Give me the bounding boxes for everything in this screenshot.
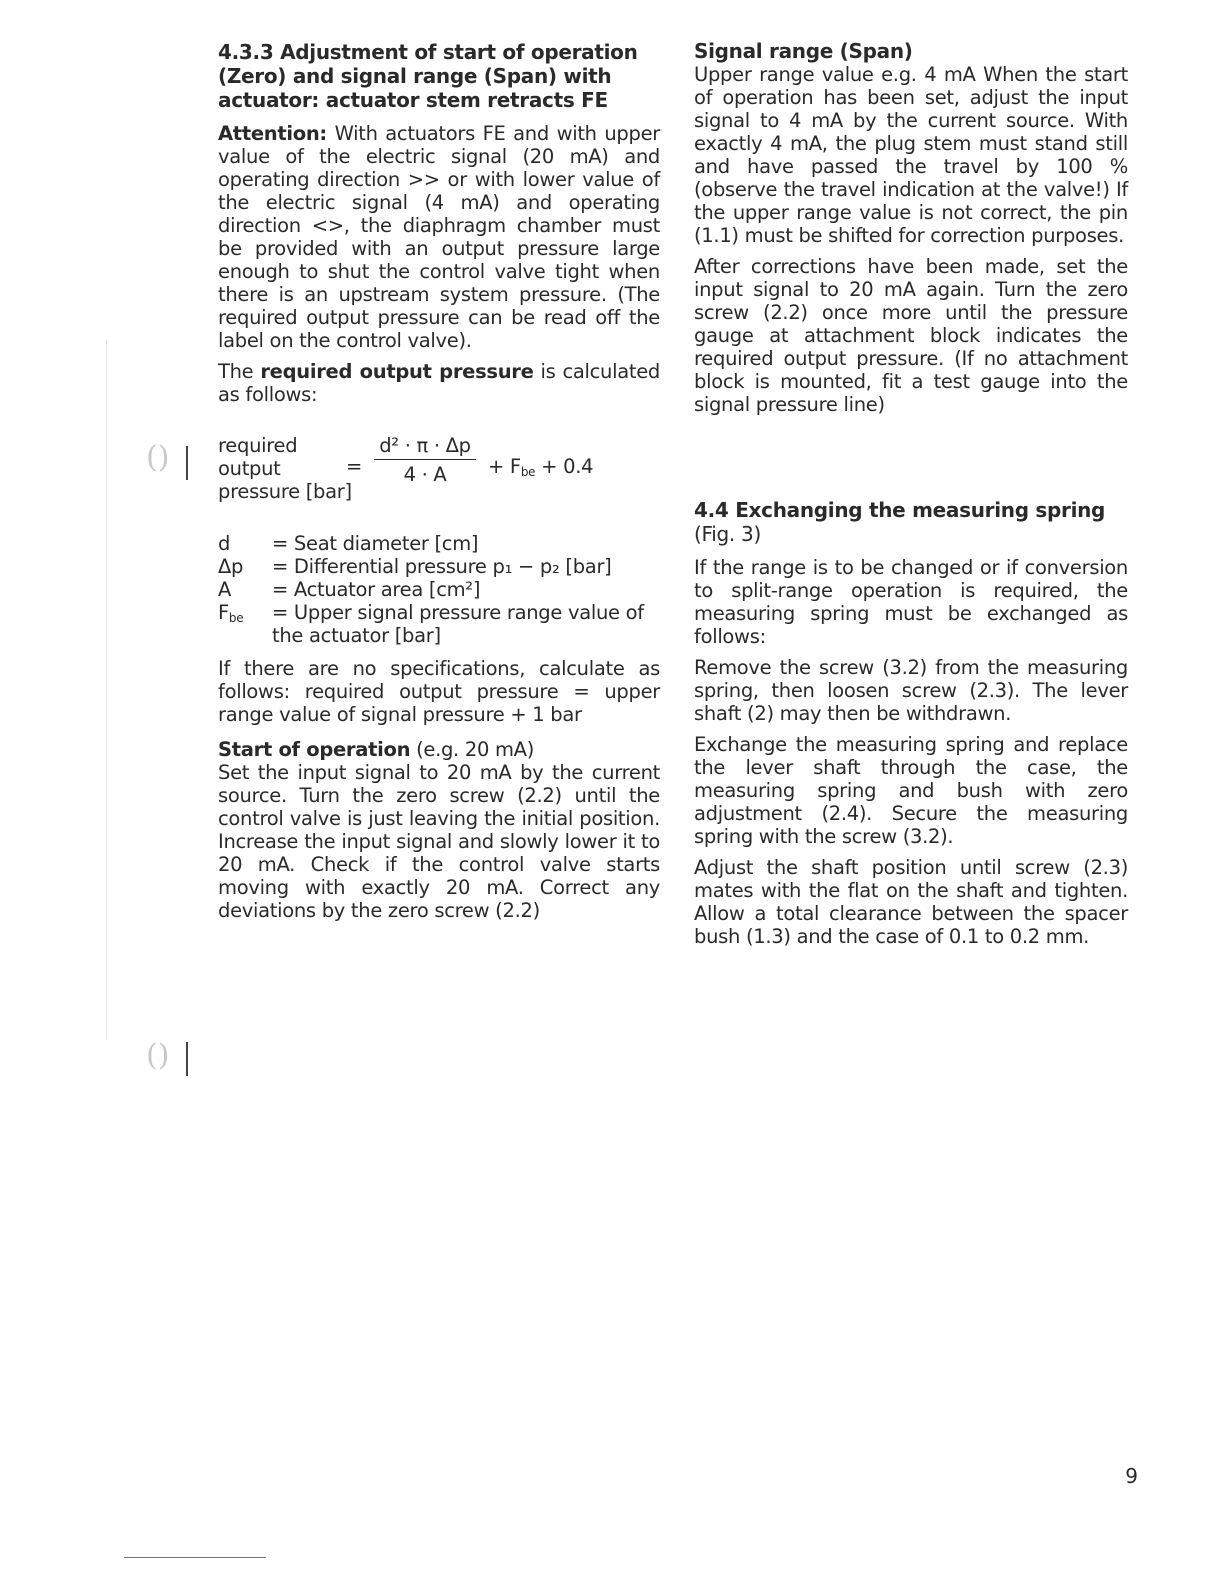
formula-subscript: be (520, 465, 536, 479)
exchange-heading-suffix: (Fig. 3) (694, 522, 761, 546)
formula-numerator: d² · π · Δp (374, 434, 476, 460)
signal-range-text: Upper range value e.g. 4 mA When the start of operation has been set, adjust the input signal to 4 mA by the current source. With exactly 4 mA, the plug stem must stand still and have passed the travel by 100 % (observe the travel indication at the valve!) If the upper range value is not correct, the pin (1.1) must be shifted for correction purposes. (694, 63, 1128, 247)
exchange-paragraph-4: Adjust the shaft position until screw (2.3) mates with the flat on the shaft and tighten. Allow a total clearance between the spacer bush (1.3) and the case of 0.1 to 0.2 mm. (694, 856, 1128, 948)
exchange-paragraph-1: If the range is to be changed or if conversion to split-range operation is required, the measuring spring must be exchanged as follows: (694, 556, 1128, 648)
variable-definitions (218, 532, 660, 647)
formula-lhs (218, 434, 352, 503)
calc-intro (218, 360, 660, 406)
exchange-heading: 4.4 Exchanging the measuring spring (694, 498, 1106, 522)
formula-lhs-line-2: output (218, 457, 281, 480)
formula-denominator: 4 · A (403, 463, 447, 486)
variable-row (218, 555, 660, 578)
margin-bar-top (186, 446, 188, 480)
binder-hole-mark-top: () (146, 440, 170, 475)
start-of-operation-label: Start of operation (218, 738, 411, 761)
left-column (218, 40, 660, 930)
footer-rule (124, 1557, 266, 1558)
no-spec-paragraph: If there are no specifications, calculate as follows: required output pressure = upper range value of signal pressure + 1 bar (218, 657, 660, 726)
calc-intro-post: is calculated as follows: (218, 360, 660, 406)
formula-plus-constant: + 0.4 (541, 455, 594, 478)
right-column (694, 40, 1128, 956)
exchange-paragraph-2: Remove the screw (3.2) from the measuring spring, then loosen screw (2.3). The lever shaft (2) may then be withdrawn. (694, 656, 1128, 725)
start-of-operation-paragraph (218, 738, 660, 922)
exchange-paragraph-3: Exchange the measuring spring and replace the lever shaft through the case, the measuring spring and bush with zero adjustment (2.4). Secure the measuring spring with the screw (3.2). (694, 733, 1128, 848)
variable-definition: = Upper signal pressure range value of the actuator [bar] (272, 601, 644, 647)
scan-line (106, 340, 107, 1040)
calc-intro-bold: required output pressure (260, 360, 534, 383)
variable-symbol: d (218, 532, 231, 555)
attention-paragraph (218, 122, 660, 352)
section-heading-4-3-3: 4.3.3 Adjustment of start of operation (Zero) and signal range (Span) with actuator: actuator stem retracts FE (218, 40, 638, 112)
variable-row (218, 532, 660, 555)
after-corrections-text: After corrections have been made, set the input signal to 20 mA again. Turn the zero screw (2.2) once more until the pressure gauge at attachment block indicates the required output pressure. (If no attachment block is mounted, fit a test gauge into the signal pressure line) (694, 255, 1128, 416)
variable-symbol: Δp (218, 555, 244, 578)
formula-lhs-line-3: pressure [bar] (218, 480, 352, 503)
column-gap (694, 424, 1128, 498)
binder-hole-mark-bottom: () (146, 1038, 170, 1073)
variable-definition: = Differential pressure p₁ − p₂ [bar] (272, 555, 612, 578)
formula-plus-f: + F (488, 455, 521, 478)
margin-bar-bottom (186, 1042, 188, 1076)
formula-lhs-line-1: required (218, 434, 298, 457)
signal-range-heading: Signal range (Span) (694, 39, 913, 63)
start-of-operation-suffix: (e.g. 20 mA) (416, 738, 535, 761)
variable-definition: = Seat diameter [cm] (272, 532, 479, 555)
calc-intro-pre: The (218, 360, 254, 383)
attention-label: Attention: (218, 122, 327, 145)
formula-fraction (374, 434, 476, 486)
section-heading-4-4 (694, 498, 1128, 546)
start-of-operation-text: Set the input signal to 20 mA by the current source. Turn the zero screw (2.2) until the control valve is just leaving the initial position. Increase the input signal and slowly lower it to 20 mA. Check if the control valve starts moving with exactly 20 mA. Correct any deviations by the zero screw (2.2) (218, 761, 660, 922)
output-pressure-formula (218, 434, 660, 510)
variable-row (218, 578, 660, 601)
page-number: 9 (1125, 1464, 1138, 1488)
formula-equals: = (346, 455, 363, 478)
variable-symbol: $F_{be}$ (218, 601, 244, 625)
variable-symbol: A (218, 578, 232, 601)
variable-row (218, 601, 660, 647)
attention-text: With actuators FE and with upper value of the electric signal (20 mA) and operating direction >> or with lower value of the electric signal (4 mA) and operating direction <>, the diaphragm chamber must be provided with an output pressure large enough to shut the control valve tight when there is an upstream system pressure. (The required output pressure can be read off the label on the control valve). (218, 122, 660, 352)
variable-definition: = Actuator area [cm²] (272, 578, 481, 601)
formula-rhs (488, 455, 593, 484)
